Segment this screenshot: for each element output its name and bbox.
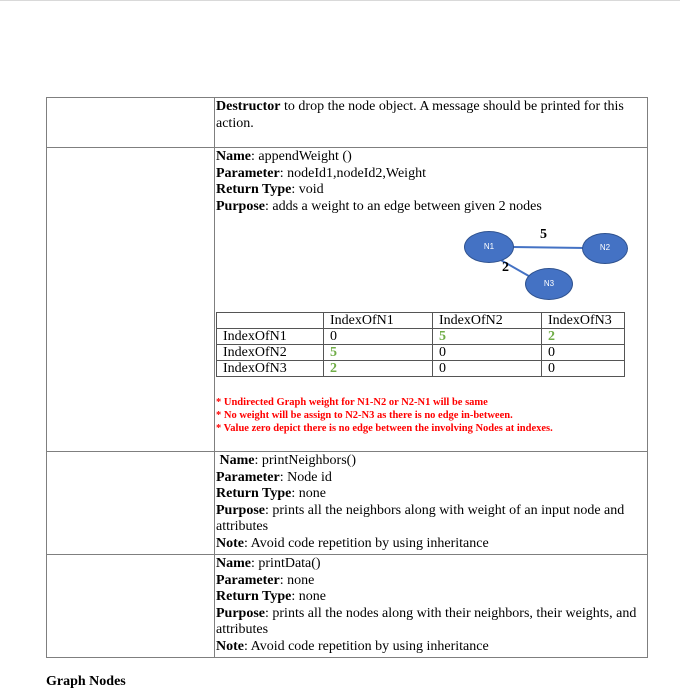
matrix-header-cell: IndexOfN1 (324, 313, 433, 329)
note-line: * Value zero depict there is no edge between the involving Nodes at indexes. (216, 423, 553, 434)
weight-label-n1-n3: 2 (502, 260, 509, 275)
matrix-header-cell: IndexOfN2 (433, 313, 542, 329)
section-heading-partial: Graph Nodes (46, 674, 126, 689)
matrix-row (217, 361, 625, 377)
return-type-value: : none (291, 486, 326, 501)
note-line (216, 536, 643, 553)
parameter-label: Parameter (216, 165, 280, 181)
matrix-cell: 0 (542, 361, 625, 377)
matrix-cell: 0 (433, 361, 542, 377)
matrix-row (217, 329, 625, 345)
name-label: Name (219, 453, 255, 468)
method-spec-table (46, 97, 648, 658)
destructor-cell (215, 98, 648, 148)
note-line: * Undirected Graph weight for N1-N2 or N2-N1 will be same (216, 397, 488, 408)
node-n1: N1 (464, 231, 514, 263)
purpose-line (216, 503, 643, 536)
parameter-line (216, 573, 643, 590)
parameter-label: Parameter (216, 469, 280, 485)
name-line (216, 453, 643, 470)
node-n2: N2 (582, 233, 628, 264)
return-type-line (216, 589, 643, 606)
matrix-header-cell: IndexOfN3 (542, 313, 625, 329)
parameter-value: : nodeId1,nodeId2,Weight (279, 165, 426, 181)
purpose-label: Purpose (216, 198, 265, 214)
return-type-line (216, 486, 643, 503)
left-empty-cell (47, 452, 215, 555)
parameter-label: Parameter (216, 572, 280, 588)
matrix-cell-highlight: 2 (542, 329, 625, 345)
purpose-value: : adds a weight to an edge between given 2 nodes (265, 198, 542, 214)
return-type-value: : void (291, 182, 324, 197)
left-empty-cell (47, 98, 215, 148)
matrix-header-row (217, 313, 625, 329)
matrix-row-label: IndexOfN2 (217, 345, 324, 361)
return-type-label: Return Type (216, 589, 292, 604)
name-line (216, 149, 643, 166)
note-line: * No weight will be assign to N2-N3 as there is no edge in-between. (216, 410, 513, 421)
name-value: : printData() (251, 556, 321, 571)
printdata-row (47, 555, 648, 658)
matrix-cell: 0 (324, 329, 433, 345)
name-value: : appendWeight () (251, 149, 352, 164)
note-value: : Avoid code repetition by using inheritance (244, 638, 489, 654)
note-label: Note (216, 535, 244, 551)
parameter-value: : none (279, 572, 315, 588)
weighted-graph-diagram (216, 217, 643, 288)
matrix-cell-highlight: 2 (324, 361, 433, 377)
matrix-cell: 0 (433, 345, 542, 361)
matrix-row-label: IndexOfN3 (217, 361, 324, 377)
left-empty-cell (47, 148, 215, 452)
printneighbors-row (47, 452, 648, 555)
name-line (216, 556, 643, 573)
matrix-corner-cell (217, 313, 324, 329)
parameter-line (216, 166, 643, 183)
name-value: : printNeighbors() (254, 453, 356, 468)
parameter-line (216, 470, 643, 487)
node-n3: N3 (525, 268, 573, 300)
note-line (216, 639, 643, 656)
return-type-value: : none (291, 589, 326, 604)
purpose-line (216, 199, 643, 216)
return-type-label: Return Type (216, 182, 292, 197)
purpose-label: Purpose (216, 605, 265, 621)
printdata-cell (215, 555, 648, 658)
note-value: : Avoid code repetition by using inheritance (244, 535, 489, 551)
edge-n1-n2 (512, 247, 586, 248)
destructor-row (47, 98, 648, 148)
purpose-value: : prints all the neighbors along with weight of an input node and attributes (216, 502, 625, 534)
appendweight-cell (215, 148, 648, 452)
matrix-row-label: IndexOfN1 (217, 329, 324, 345)
matrix-cell: 0 (542, 345, 625, 361)
destructor-label: Destructor (216, 99, 281, 114)
name-label: Name (216, 556, 251, 571)
return-type-label: Return Type (216, 486, 292, 501)
return-type-line (216, 182, 643, 199)
destructor-text: to drop the node object. A message should be printed for this action. (216, 99, 624, 131)
left-empty-cell (47, 555, 215, 658)
printneighbors-cell (215, 452, 648, 555)
purpose-line (216, 606, 643, 639)
name-label: Name (216, 149, 251, 164)
purpose-value: : prints all the nodes along with their neighbors, their weights, and attributes (216, 605, 637, 637)
note-label: Note (216, 638, 244, 654)
purpose-label: Purpose (216, 502, 265, 518)
graph-notes (216, 396, 643, 435)
matrix-cell-highlight: 5 (324, 345, 433, 361)
adjacency-matrix (216, 312, 625, 377)
matrix-row (217, 345, 625, 361)
matrix-cell-highlight: 5 (433, 329, 542, 345)
parameter-value: : Node id (279, 469, 332, 485)
appendweight-row (47, 148, 648, 452)
weight-label-n1-n2: 5 (540, 227, 547, 242)
page-top-divider (0, 0, 680, 1)
